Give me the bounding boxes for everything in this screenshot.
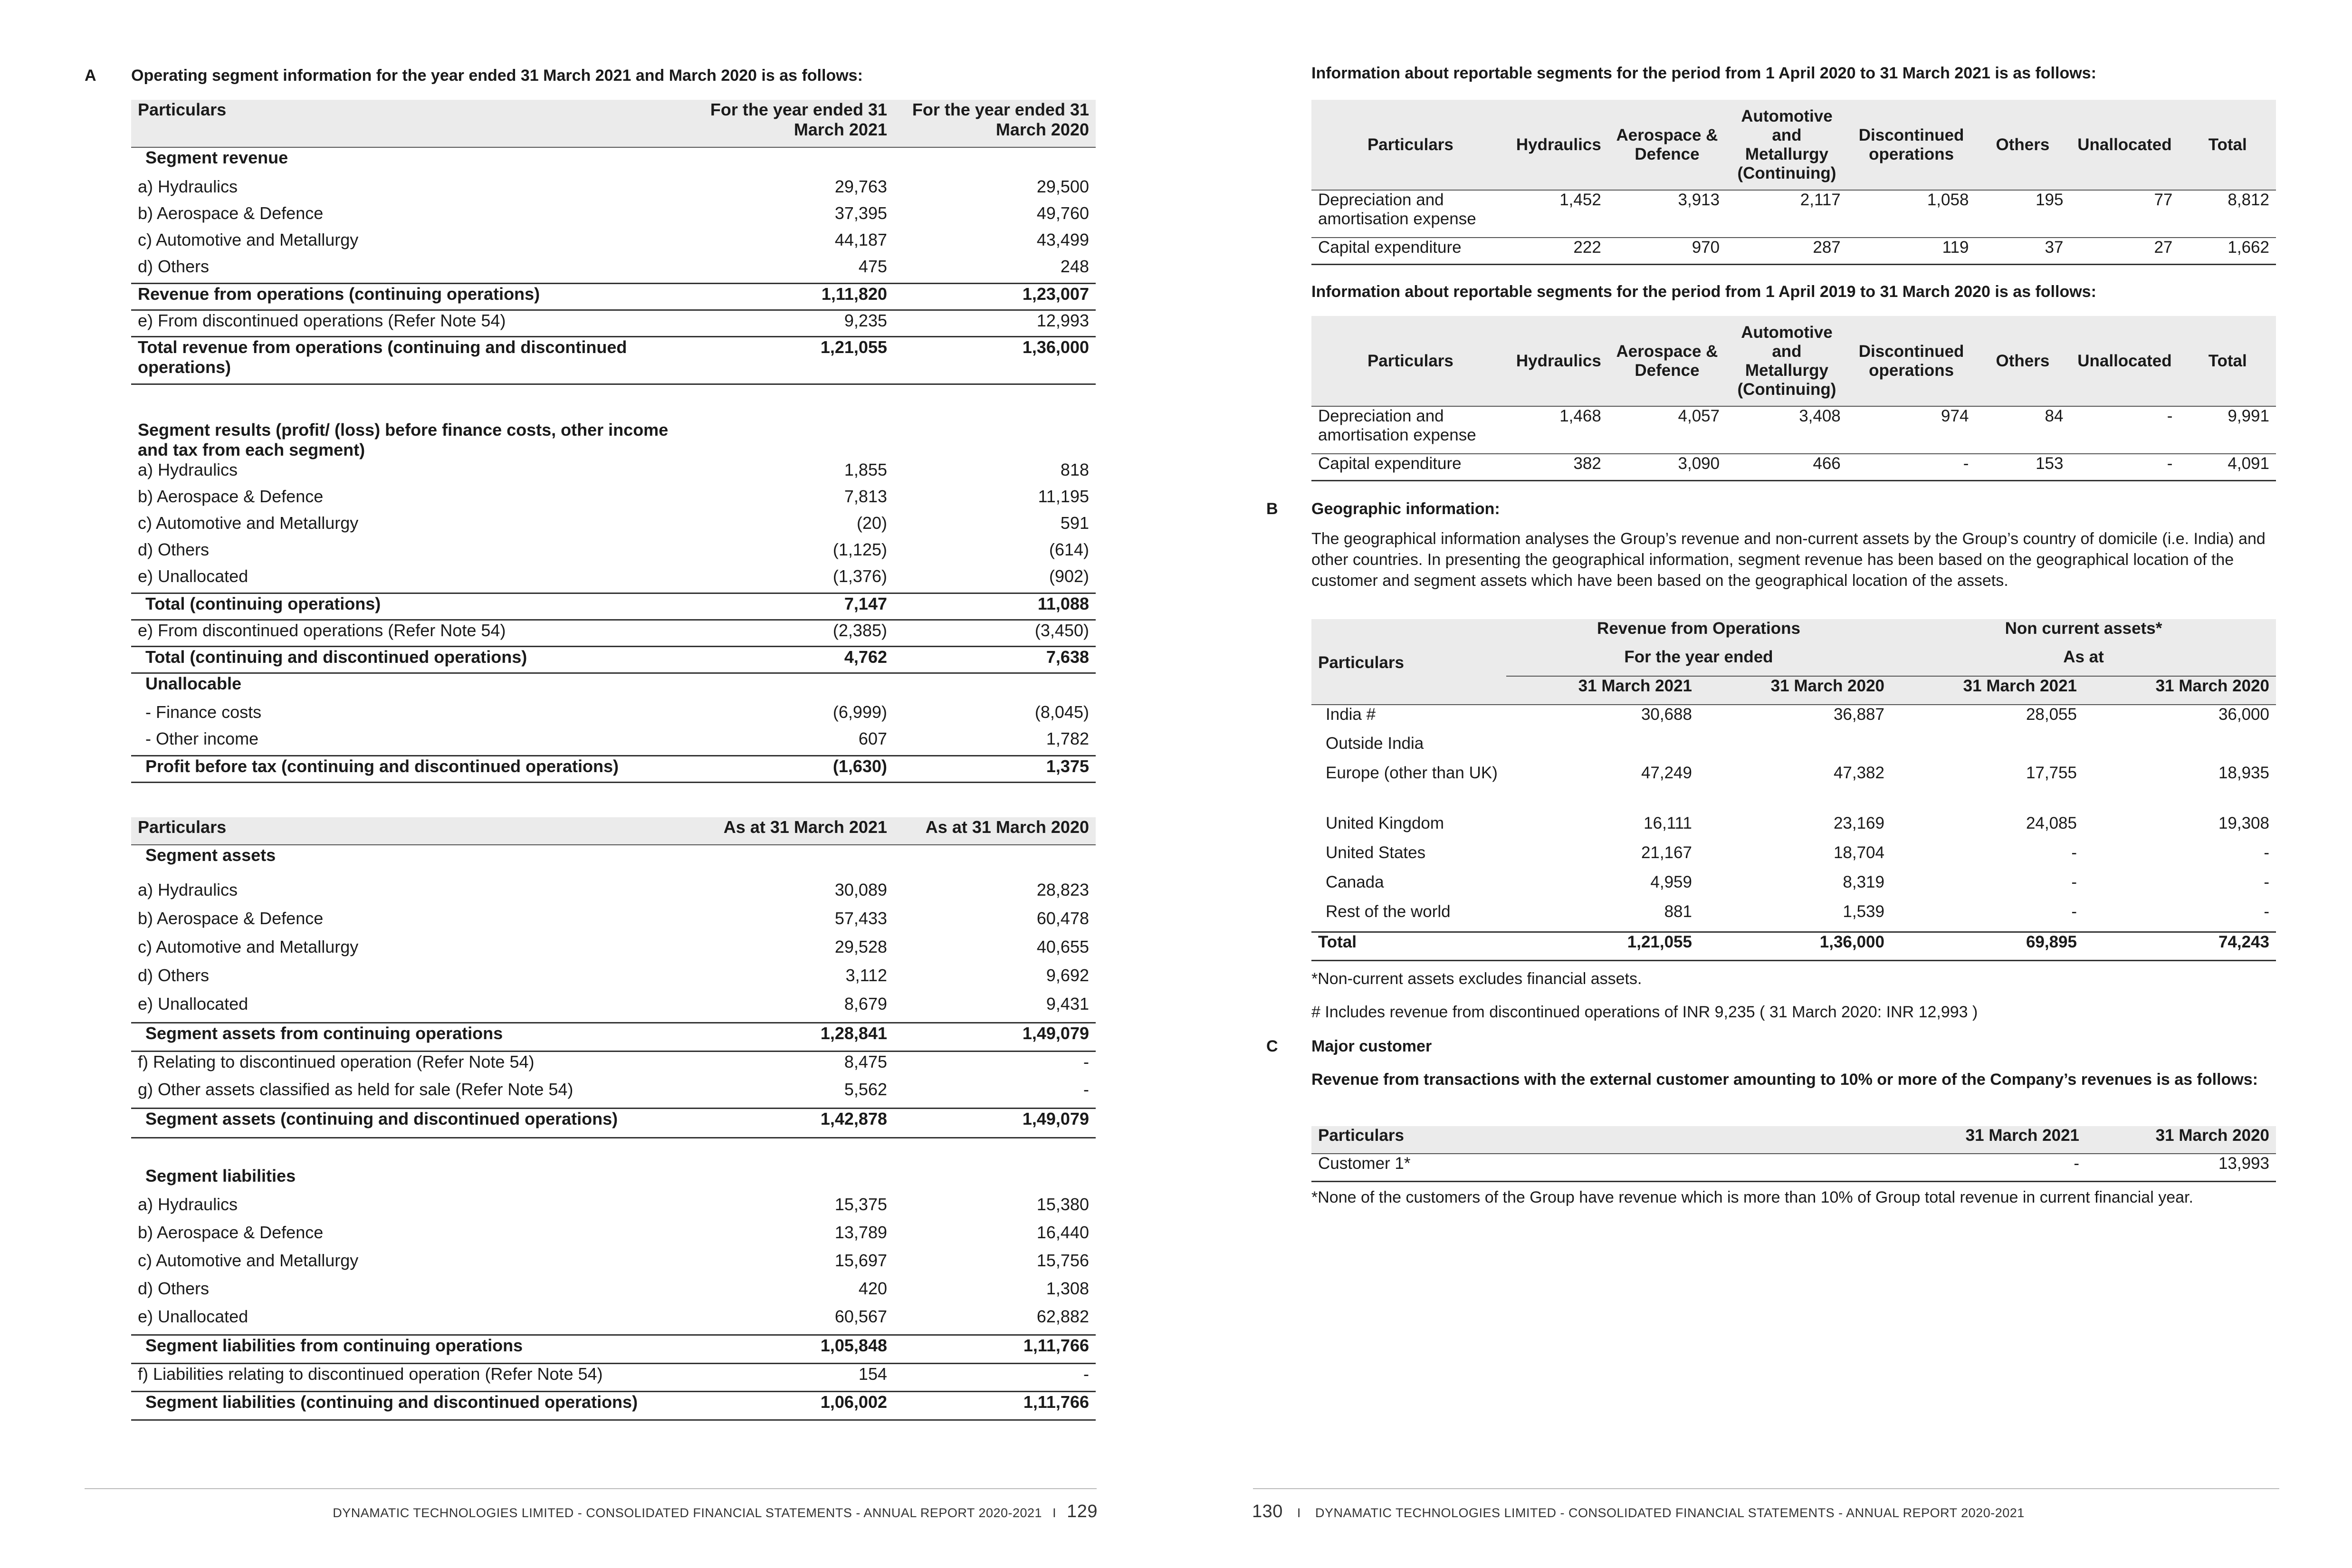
col-header: Aerospace & Defence — [1608, 316, 1726, 406]
cell: 3,408 — [1726, 406, 1847, 454]
col-header: Automotive and Metallurgy (Continuing) — [1726, 100, 1847, 190]
col-header: Hydraulics — [1510, 316, 1608, 406]
cell: 466 — [1726, 454, 1847, 480]
cell: - — [2070, 406, 2179, 454]
footer-rule — [85, 1488, 1097, 1489]
cell: 74,243 — [2084, 932, 2276, 960]
cell: 1,468 — [1510, 406, 1608, 454]
cell: 8,679 — [844, 994, 887, 1013]
cell: 1,11,820 — [692, 283, 894, 310]
row-label: g) Other assets classified as held for sale (Refer Note 54) — [138, 1080, 574, 1099]
cell: - — [2071, 843, 2077, 862]
reportable-2020-table — [1311, 316, 2276, 481]
cell: 47,382 — [1833, 764, 1884, 782]
cell: 44,187 — [834, 230, 887, 249]
cell: 3,112 — [845, 966, 887, 985]
cell: 36,887 — [1699, 705, 1891, 734]
row-label: e) Unallocated — [138, 994, 249, 1013]
cell: 13,789 — [834, 1223, 887, 1242]
cell: 1,058 — [1847, 190, 1976, 238]
cell: 29,500 — [1036, 177, 1089, 196]
cell: 37,395 — [834, 203, 887, 223]
cell: 607 — [858, 729, 887, 748]
cell: 4,091 — [2179, 454, 2276, 480]
col-header: Particulars — [131, 817, 692, 845]
geographic-table — [1311, 619, 2276, 961]
group-header: Non current assets* — [1891, 619, 2276, 648]
row-label: a) Hydraulics — [138, 177, 238, 196]
cell: (8,045) — [1034, 702, 1089, 722]
row-label: Canada — [1326, 873, 1384, 891]
cell: 47,249 — [1641, 764, 1692, 782]
section-c-letter: C — [1266, 1037, 1278, 1055]
footer-separator: I — [1052, 1506, 1057, 1520]
cell: 970 — [1608, 238, 1726, 264]
cell: 1,452 — [1510, 190, 1608, 238]
segment-revenue-table — [131, 100, 1096, 783]
cell: 17,755 — [2026, 764, 2077, 782]
cell: - — [1083, 1364, 1089, 1384]
cell: 1,782 — [1046, 729, 1089, 748]
row-label: United States — [1326, 843, 1426, 862]
row-label: c) Automotive and Metallurgy — [138, 230, 359, 249]
cell: 36,000 — [2084, 705, 2276, 734]
row-label: Segment results (profit/ (loss) before finance costs, other income and tax from each segment) — [138, 420, 669, 459]
col-header: Aerospace & Defence — [1608, 100, 1726, 190]
cell: 1,36,000 — [894, 336, 1096, 384]
group-subheader: As at — [1891, 648, 2276, 676]
row-label: Capital expenditure — [1311, 238, 1510, 264]
cell: 40,655 — [1036, 937, 1089, 956]
row-label: e) From discontinued operations (Refer Note 54) — [138, 310, 506, 330]
row-label: Segment revenue — [131, 147, 692, 177]
row-label: Depreciation and amortisation expense — [1311, 406, 1510, 454]
col-header: 31 March 2020 — [2086, 1126, 2276, 1154]
cell: 23,169 — [1833, 814, 1884, 832]
row-label: Unallocable — [145, 673, 242, 693]
col-header: Discontinued operations — [1847, 316, 1976, 406]
cell: 77 — [2070, 190, 2179, 238]
cell: 43,499 — [1036, 230, 1089, 249]
major-customer-table — [1311, 1126, 2276, 1182]
reportable-2021-title: Information about reportable segments for the period from 1 April 2020 to 31 March 2021 is as follows: — [1311, 64, 2096, 82]
cell: 60,567 — [834, 1307, 887, 1326]
cell: 1,42,878 — [692, 1108, 894, 1138]
col-header: 31 March 2021 — [1506, 676, 1699, 705]
cell: 15,380 — [1036, 1195, 1089, 1214]
cell: 4,762 — [692, 646, 894, 673]
cell: 16,111 — [1644, 814, 1692, 832]
cell: 2,117 — [1726, 190, 1847, 238]
cell: 195 — [1975, 190, 2070, 238]
cell: 15,697 — [834, 1251, 887, 1270]
cell: 3,913 — [1608, 190, 1726, 238]
row-label: e) Unallocated — [138, 1307, 249, 1326]
row-label: Total — [1311, 932, 1506, 960]
cell: 382 — [1510, 454, 1608, 480]
cell: 475 — [858, 257, 887, 276]
cell: 1,21,055 — [692, 336, 894, 384]
right-page — [1176, 0, 2352, 1568]
cell: 37 — [1975, 238, 2070, 264]
row-label: d) Others — [138, 540, 210, 559]
col-header: As at 31 March 2021 — [692, 817, 894, 845]
col-header: For the year ended 31 March 2020 — [894, 100, 1096, 147]
cell: 11,195 — [1038, 487, 1089, 506]
cell: 1,21,055 — [1506, 932, 1699, 960]
section-a-letter: A — [85, 67, 96, 85]
row-label: India # — [1311, 705, 1506, 734]
cell: 974 — [1847, 406, 1976, 454]
row-label: c) Automotive and Metallurgy — [138, 1251, 359, 1270]
section-c-subtitle: Revenue from transactions with the external customer amounting to 10% or more of the Company’s revenues is as follows: — [1311, 1071, 2258, 1089]
footer-left — [333, 1501, 1098, 1522]
cell: 29,763 — [834, 177, 887, 196]
cell: - — [1896, 1154, 2086, 1181]
cell: 5,562 — [844, 1080, 887, 1099]
row-label: Capital expenditure — [1311, 454, 1510, 480]
cell: 28,055 — [1891, 705, 2084, 734]
cell: 7,638 — [894, 646, 1096, 673]
segment-assets-table — [131, 817, 1096, 1421]
cell: 15,375 — [834, 1195, 887, 1214]
cell: 420 — [858, 1279, 887, 1298]
section-b-letter: B — [1266, 500, 1278, 518]
cell: 60,478 — [1036, 908, 1089, 928]
row-label: d) Others — [138, 257, 210, 276]
row-label: Segment liabilities (continuing and discontinued operations) — [131, 1391, 692, 1420]
footer-right — [1252, 1501, 2025, 1522]
cell: 18,704 — [1833, 843, 1884, 862]
col-header: Total — [2179, 316, 2276, 406]
cell: - — [2070, 454, 2179, 480]
row-label: c) Automotive and Metallurgy — [138, 513, 359, 533]
cell: 1,23,007 — [894, 283, 1096, 310]
row-label: Segment assets — [131, 845, 692, 880]
group-header: Revenue from Operations — [1506, 619, 1891, 648]
col-header: As at 31 March 2020 — [894, 817, 1096, 845]
row-label: Total (continuing operations) — [131, 593, 692, 620]
group-subheader: For the year ended — [1506, 648, 1891, 676]
cell: - — [1847, 454, 1976, 480]
cell: 69,895 — [1891, 932, 2084, 960]
row-label: Customer 1* — [1311, 1154, 1896, 1181]
col-header: 31 March 2020 — [1699, 676, 1891, 705]
cell: 12,993 — [1036, 310, 1089, 330]
page-number: 129 — [1067, 1501, 1098, 1521]
cell: 15,756 — [1036, 1251, 1089, 1270]
cell: (3,450) — [1034, 620, 1089, 640]
row-label: d) Others — [138, 966, 210, 985]
col-header: Others — [1975, 100, 2070, 190]
cell: 1,308 — [1046, 1279, 1089, 1298]
col-header: Automotive and Metallurgy (Continuing) — [1726, 316, 1847, 406]
row-label: Total (continuing and discontinued operations) — [131, 646, 692, 673]
revenue-note: # Includes revenue from discontinued operations of INR 9,235 ( 31 March 2020: INR 12,993 ) — [1311, 1003, 1978, 1021]
cell: 1,375 — [894, 755, 1096, 782]
cell: 1,36,000 — [1699, 932, 1891, 960]
section-b-title: Geographic information: — [1311, 500, 1500, 518]
section-c-title: Major customer — [1311, 1037, 1432, 1055]
row-label: b) Aerospace & Defence — [138, 203, 324, 223]
footer-separator: I — [1297, 1506, 1301, 1520]
cell: 7,813 — [844, 487, 887, 506]
cell: 154 — [858, 1364, 887, 1384]
cell: 591 — [1060, 513, 1089, 533]
col-header: Total — [2179, 100, 2276, 190]
col-header: Others — [1975, 316, 2070, 406]
col-header: Unallocated — [2070, 100, 2179, 190]
section-a-title: Operating segment information for the year ended 31 March 2021 and March 2020 is as follows: — [131, 67, 863, 85]
cell: 24,085 — [2026, 814, 2077, 832]
cell: - — [1083, 1052, 1089, 1071]
row-label: a) Hydraulics — [138, 460, 238, 479]
cell: 27 — [2070, 238, 2179, 264]
col-header: Hydraulics — [1510, 100, 1608, 190]
cell: (1,376) — [832, 566, 887, 586]
cell: (1,630) — [692, 755, 894, 782]
cell: 84 — [1975, 406, 2070, 454]
row-label: Segment assets (continuing and discontinued operations) — [131, 1108, 692, 1138]
non-current-note: *Non-current assets excludes financial assets. — [1311, 970, 1642, 988]
cell: 248 — [1060, 257, 1089, 276]
row-label: b) Aerospace & Defence — [138, 908, 324, 928]
cell: 49,760 — [1036, 203, 1089, 223]
cell: 881 — [1664, 902, 1692, 921]
cell: 9,991 — [2179, 406, 2276, 454]
cell: - — [2264, 873, 2269, 891]
cell: 16,440 — [1036, 1223, 1089, 1242]
row-label: e) Unallocated — [138, 566, 249, 586]
col-header: 31 March 2021 — [1891, 676, 2084, 705]
cell: (902) — [1049, 566, 1089, 586]
row-label: Rest of the world — [1326, 902, 1451, 921]
cell: 1,539 — [1843, 902, 1884, 921]
cell: 29,528 — [834, 937, 887, 956]
cell: (1,125) — [832, 540, 887, 559]
cell: 4,057 — [1608, 406, 1726, 454]
col-header: Particulars — [1311, 316, 1510, 406]
cell: - — [2264, 843, 2269, 862]
row-label: Profit before tax (continuing and discontinued operations) — [131, 755, 692, 782]
row-label: Segment liabilities from continuing operations — [131, 1335, 692, 1363]
cell: 818 — [1060, 460, 1089, 479]
cell: 28,823 — [1036, 880, 1089, 899]
cell: 1,49,079 — [894, 1023, 1096, 1051]
col-header: Discontinued operations — [1847, 100, 1976, 190]
row-label: Outside India — [1326, 734, 1424, 753]
cell: 18,935 — [2218, 764, 2269, 782]
cell: 4,959 — [1650, 873, 1692, 891]
footer-rule — [1253, 1488, 2279, 1489]
row-label: - Finance costs — [145, 702, 262, 722]
cell: 8,812 — [2179, 190, 2276, 238]
cell: 8,319 — [1843, 873, 1884, 891]
row-label: Total revenue from operations (continuing and discontinued operations) — [131, 336, 692, 384]
cell: 11,088 — [894, 593, 1096, 620]
cell: 30,688 — [1506, 705, 1699, 734]
cell: 222 — [1510, 238, 1608, 264]
row-label: e) From discontinued operations (Refer Note 54) — [138, 620, 506, 640]
row-label: b) Aerospace & Defence — [138, 1223, 324, 1242]
cell: 9,235 — [844, 310, 887, 330]
cell: 1,06,002 — [692, 1391, 894, 1420]
cell: (20) — [856, 513, 887, 533]
cell: - — [1083, 1080, 1089, 1099]
cell: 21,167 — [1641, 843, 1692, 862]
cell: 57,433 — [834, 908, 887, 928]
col-header: Particulars — [1311, 1126, 1896, 1154]
cell: 1,11,766 — [894, 1391, 1096, 1420]
cell: 9,692 — [1046, 966, 1089, 985]
cell: 30,089 — [834, 880, 887, 899]
row-label: f) Liabilities relating to discontinued operation (Refer Note 54) — [138, 1364, 603, 1384]
cell: - — [2071, 873, 2077, 891]
footer-text: DYNAMATIC TECHNOLOGIES LIMITED - CONSOLIDATED FINANCIAL STATEMENTS - ANNUAL REPORT 2020-2021 — [1315, 1506, 2025, 1520]
row-label: Revenue from operations (continuing operations) — [131, 283, 692, 310]
col-header: For the year ended 31 March 2021 — [692, 100, 894, 147]
row-label: Segment assets from continuing operations — [131, 1023, 692, 1051]
col-header: Particulars — [131, 100, 692, 147]
row-label: Depreciation and amortisation expense — [1311, 190, 1510, 238]
cell: 119 — [1847, 238, 1976, 264]
cell: - — [2264, 902, 2269, 921]
cell: 1,49,079 — [894, 1108, 1096, 1138]
col-header: 31 March 2021 — [1896, 1126, 2086, 1154]
cell: 287 — [1726, 238, 1847, 264]
cell: 1,28,841 — [692, 1023, 894, 1051]
reportable-2020-title: Information about reportable segments for the period from 1 April 2019 to 31 March 2020 is as follows: — [1311, 283, 2096, 301]
footer-text: DYNAMATIC TECHNOLOGIES LIMITED - CONSOLIDATED FINANCIAL STATEMENTS - ANNUAL REPORT 2020-2021 — [333, 1506, 1042, 1520]
cell: 1,855 — [844, 460, 887, 479]
cell: (2,385) — [832, 620, 887, 640]
row-label: f) Relating to discontinued operation (Refer Note 54) — [138, 1052, 535, 1071]
cell: (6,999) — [832, 702, 887, 722]
row-label: d) Others — [138, 1279, 210, 1298]
cell: 8,475 — [844, 1052, 887, 1071]
major-customer-note: *None of the customers of the Group have revenue which is more than 10% of Group total revenue in current financial year. — [1311, 1188, 2193, 1206]
col-header: Particulars — [1311, 100, 1510, 190]
cell: 153 — [1975, 454, 2070, 480]
cell: 13,993 — [2086, 1154, 2276, 1181]
geographic-paragraph: The geographical information analyses the Group’s revenue and non-current assets by the Group’s country of domicile (i.e. India) and other countries. In presenting the geographical information, segment revenue has been based on the geographical location of the customer and segment assets which have been based on the geographical location of the assets. — [1311, 530, 2266, 590]
cell: 3,090 — [1608, 454, 1726, 480]
reportable-2021-table — [1311, 100, 2276, 265]
cell: 1,11,766 — [894, 1335, 1096, 1363]
row-label: Segment liabilities — [145, 1166, 296, 1186]
row-label: b) Aerospace & Defence — [138, 487, 324, 506]
page-number: 130 — [1252, 1501, 1283, 1521]
cell: 1,662 — [2179, 238, 2276, 264]
row-label: Europe (other than UK) — [1326, 764, 1498, 782]
cell: - — [2071, 902, 2077, 921]
row-label: a) Hydraulics — [138, 1195, 238, 1214]
col-header: Unallocated — [2070, 316, 2179, 406]
row-label: United Kingdom — [1326, 814, 1444, 832]
cell: 1,05,848 — [692, 1335, 894, 1363]
cell: 19,308 — [2218, 814, 2269, 832]
cell: 62,882 — [1036, 1307, 1089, 1326]
col-header: 31 March 2020 — [2084, 676, 2276, 705]
row-label: c) Automotive and Metallurgy — [138, 937, 359, 956]
row-label: - Other income — [145, 729, 259, 748]
col-header: Particulars — [1311, 619, 1506, 676]
row-label: a) Hydraulics — [138, 880, 238, 899]
cell: (614) — [1049, 540, 1089, 559]
cell: 9,431 — [1046, 994, 1089, 1013]
cell: 7,147 — [692, 593, 894, 620]
